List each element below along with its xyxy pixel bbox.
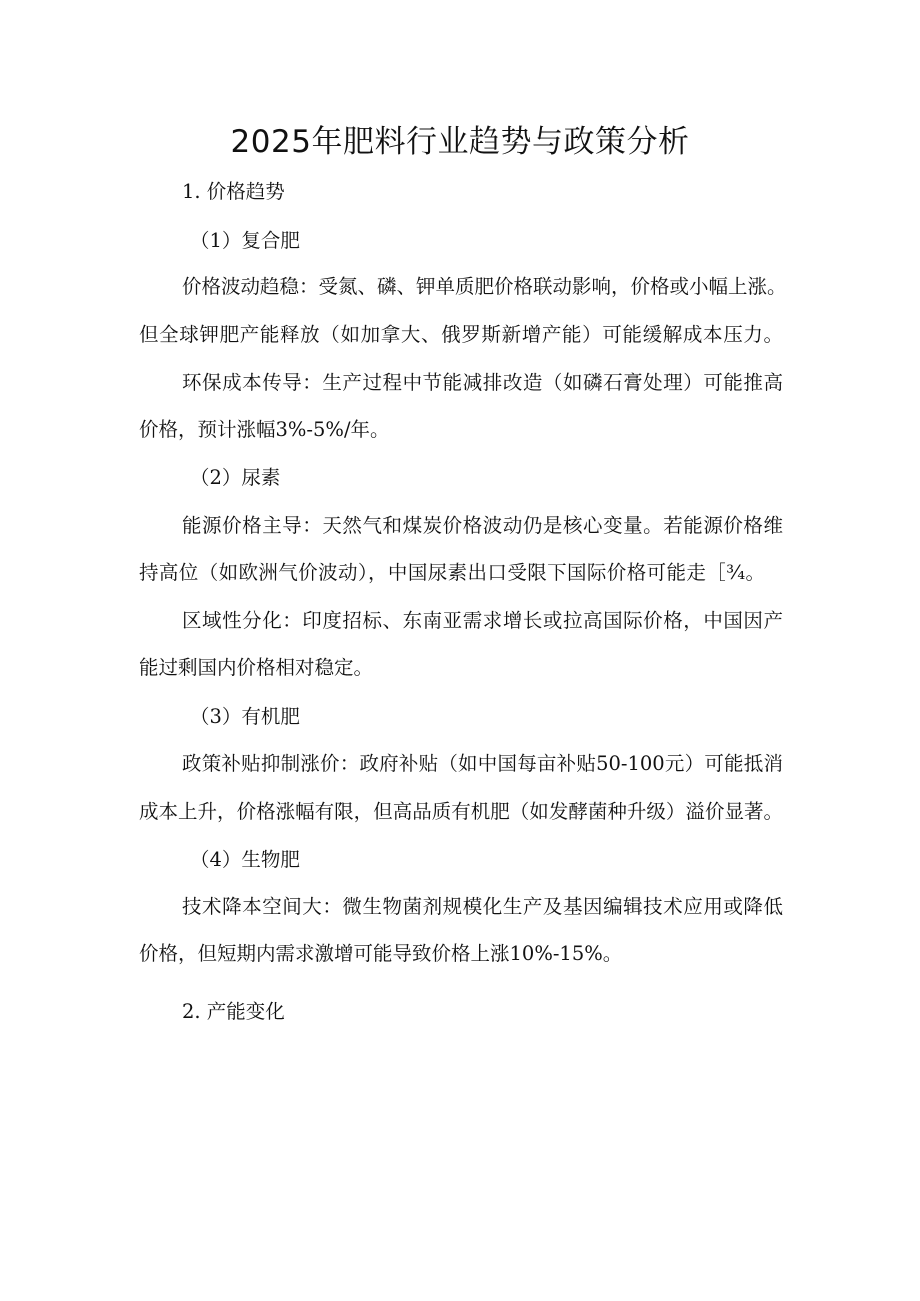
paragraph-line: 区域性分化：印度招标、东南亚需求增长或拉高国际价格，中国因产	[182, 609, 783, 632]
subsection-heading-organic-fertilizer: （3）有机肥	[190, 705, 300, 728]
paragraph-line: 技术降本空间大：微生物菌剂规模化生产及基因编辑技术应用或降低	[182, 895, 783, 918]
document-title: 2025年肥料行业趋势与政策分析	[230, 124, 690, 160]
section-heading-capacity-change: 2. 产能变化	[182, 1000, 285, 1023]
paragraph-line: 成本上升，价格涨幅有限，但高品质有机肥（如发酵菌种升级）溢价显著。	[139, 800, 783, 823]
paragraph-line: 能源价格主导：天然气和煤炭价格波动仍是核心变量。若能源价格维	[182, 514, 783, 537]
paragraph-line: 环保成本传导：生产过程中节能减排改造（如磷石膏处理）可能推高	[182, 371, 783, 394]
paragraph-line: 政策补贴抑制涨价：政府补贴（如中国每亩补贴50-100元）可能抵消	[182, 752, 783, 775]
paragraph-line: 价格，但短期内需求激增可能导致价格上涨10%-15%。	[139, 942, 623, 965]
paragraph-line: 价格波动趋稳：受氮、磷、钾单质肥价格联动影响，价格或小幅上涨。	[182, 275, 787, 298]
section-heading-price-trend: 1. 价格趋势	[182, 180, 285, 203]
paragraph-line: 持高位（如欧洲气价波动），中国尿素出口受限下国际价格可能走［¾。	[139, 561, 765, 584]
subsection-heading-urea: （2）尿素	[190, 466, 281, 489]
paragraph-line: 但全球钾肥产能释放（如加拿大、俄罗斯新增产能）可能缓解成本压力。	[139, 323, 783, 346]
subsection-heading-compound-fertilizer: （1）复合肥	[190, 229, 300, 252]
paragraph-line: 价格，预计涨幅3%-5%/年。	[139, 418, 390, 441]
subsection-heading-bio-fertilizer: （4）生物肥	[190, 848, 300, 871]
paragraph-line: 能过剩国内价格相对稳定。	[139, 656, 374, 679]
